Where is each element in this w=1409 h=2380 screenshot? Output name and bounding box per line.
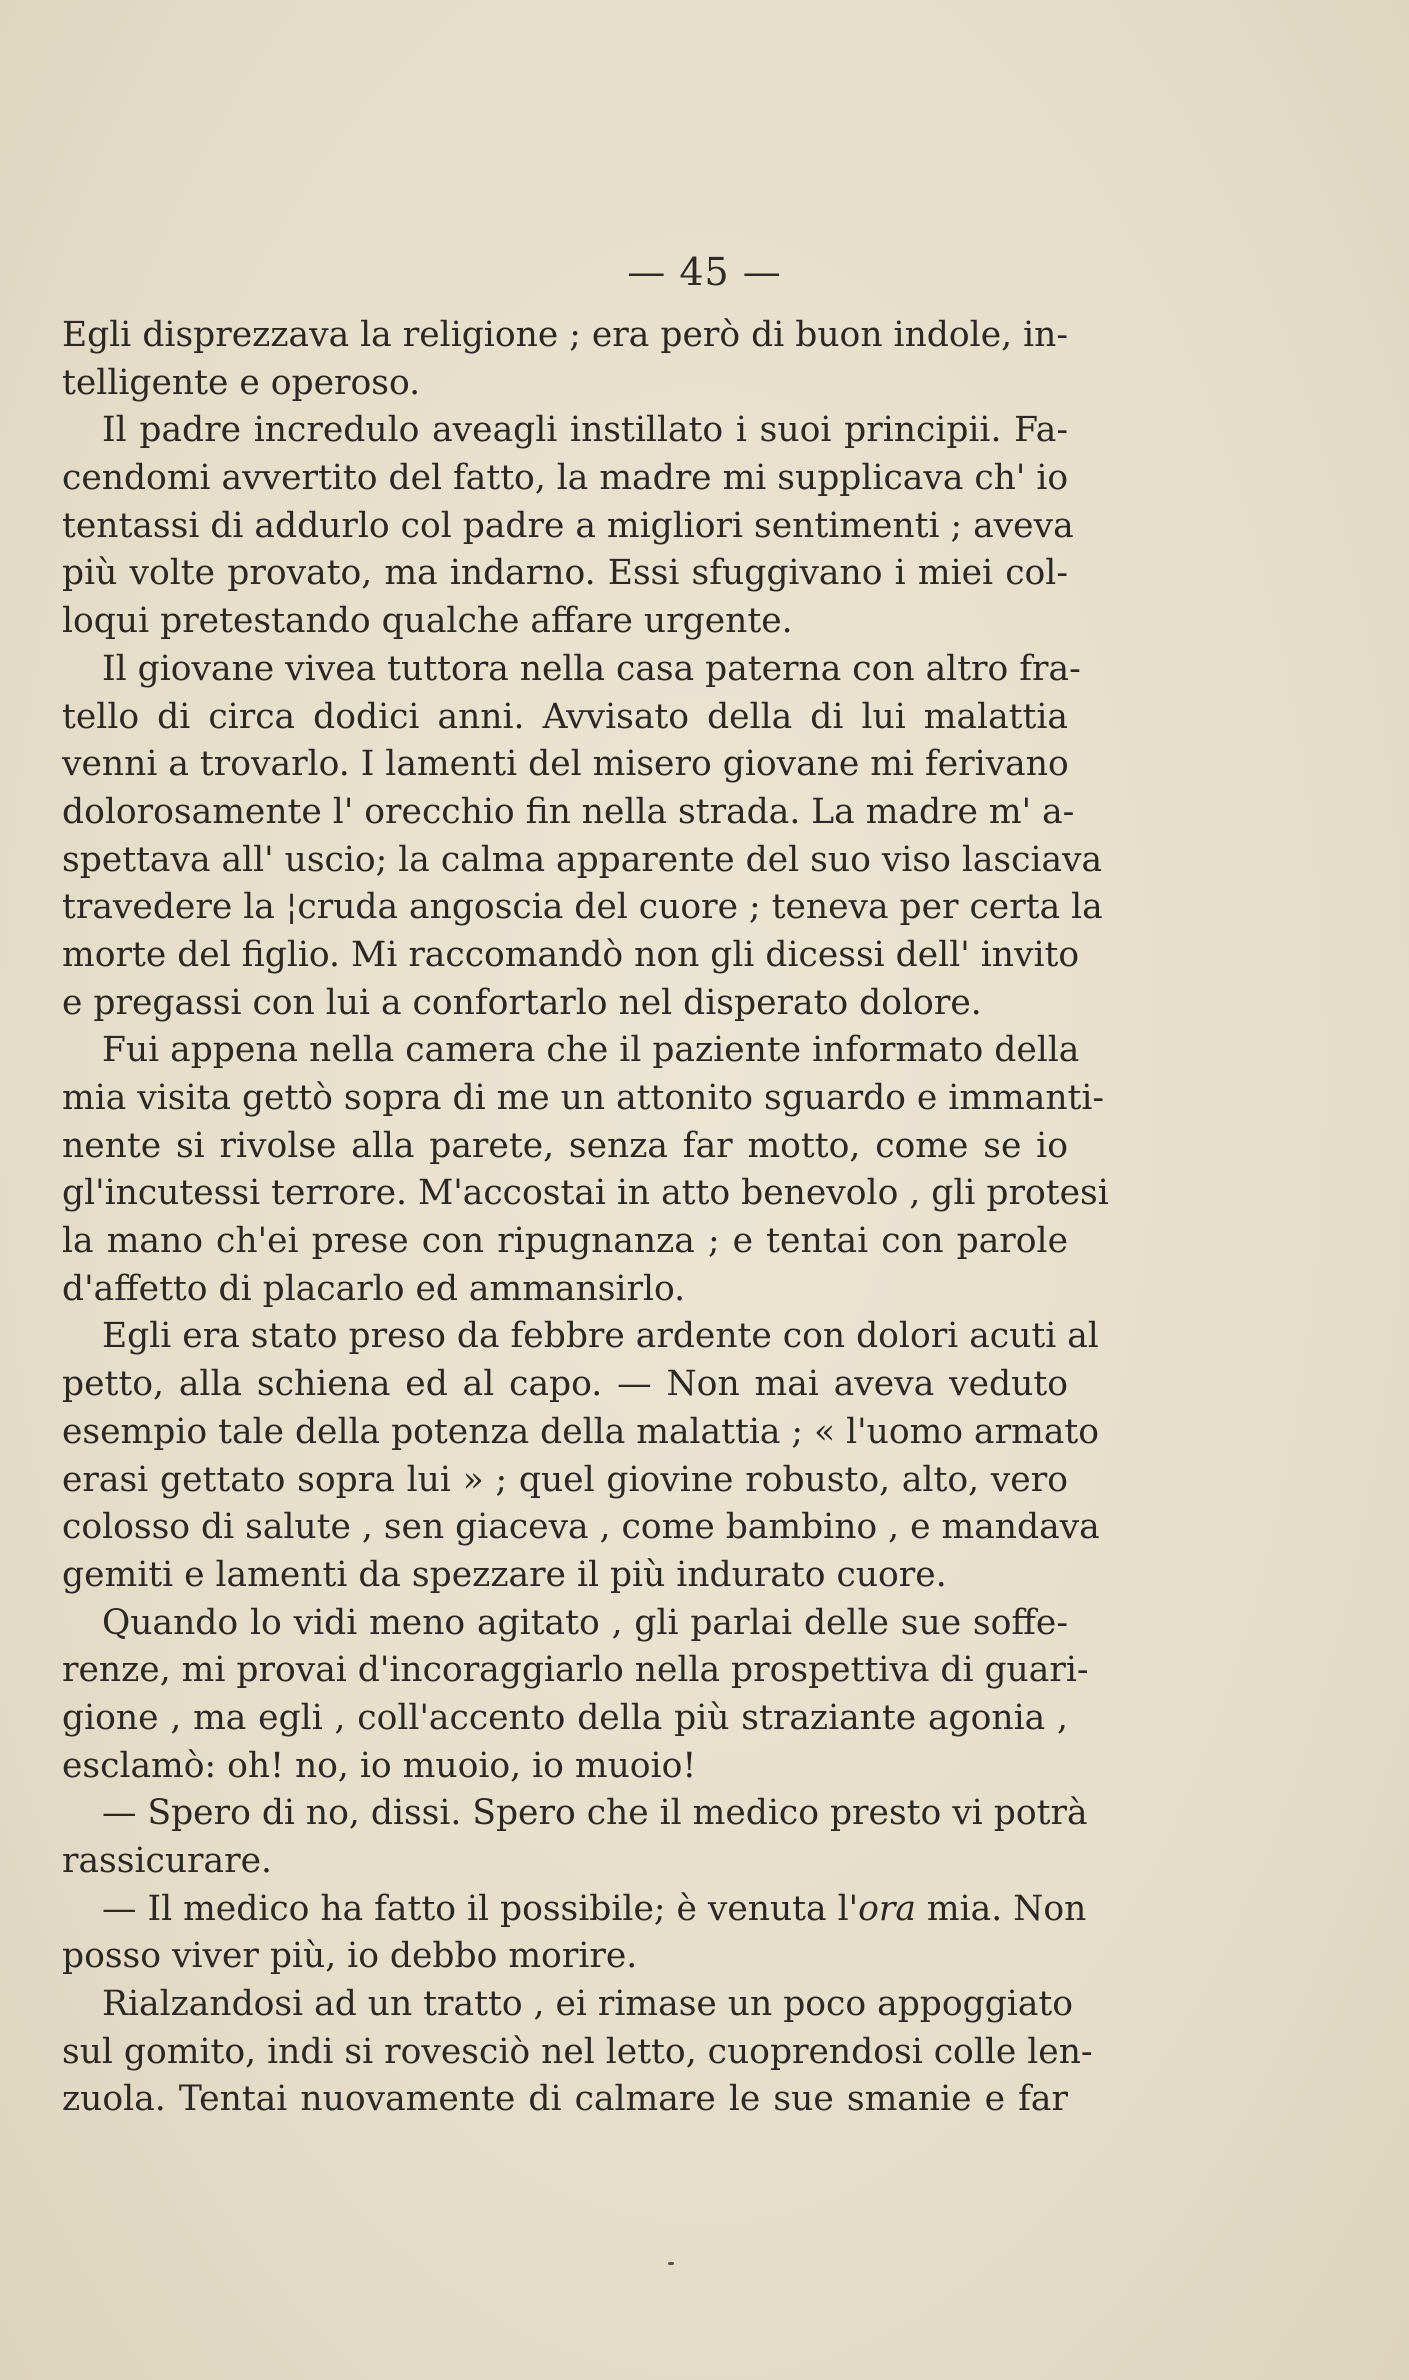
text-line: loqui pretestando qualche affare urgente. bbox=[62, 601, 793, 642]
text-line: morte del figlio. Mi raccomandò non gli dicessi dell' invito bbox=[62, 934, 1080, 975]
text-line: Egli disprezzava la religione ; era però di buon indole, in- bbox=[62, 315, 1068, 355]
text-line: renze, mi provai d'incoraggiarlo nella prospettiva di guari- bbox=[62, 1650, 1089, 1691]
text-line: Il giovane vivea tuttora nella casa paterna con altro fra- bbox=[102, 648, 1081, 689]
body-text bbox=[62, 312, 1109, 2124]
text-line: esempio tale della potenza della malattia ; « l'uomo armato bbox=[62, 1411, 1100, 1452]
text-line: più volte provato, ma indarno. Essi sfuggivano i miei col- bbox=[62, 553, 1068, 594]
text-segment: — Il medico ha fatto il possibile; è venuta l' bbox=[102, 1888, 859, 1929]
text-line: gemiti e lamenti da spezzare il più indurato cuore. bbox=[62, 1554, 947, 1595]
text-line: telligente e operoso. bbox=[62, 362, 421, 403]
page-number: — 45 — bbox=[627, 250, 782, 294]
text-line: gl'incutessi terrore. M'accostai in atto benevolo , gli protesi bbox=[62, 1173, 1109, 1214]
italic-word: ora bbox=[858, 1888, 916, 1929]
text-line: e pregassi con lui a confortarlo nel disperato dolore. bbox=[62, 982, 982, 1023]
text-line: la mano ch'ei prese con ripugnanza ; e tentai con parole bbox=[62, 1221, 1068, 1262]
text-line: Quando lo vidi meno agitato , gli parlai delle sue soffe- bbox=[102, 1602, 1068, 1643]
text-line: tentassi di addurlo col padre a migliori sentimenti ; aveva bbox=[62, 505, 1074, 546]
text-line: gione , ma egli , coll'accento della più straziante agonia , bbox=[62, 1697, 1068, 1738]
text-line: venni a trovarlo. I lamenti del misero giovane mi ferivano bbox=[62, 744, 1069, 785]
text-line: esclamò: oh! no, io muoio, io muoio! bbox=[62, 1745, 697, 1786]
text-line: rassicurare. bbox=[62, 1841, 272, 1881]
text-line: Il padre incredulo aveagli instillato i suoi principii. Fa- bbox=[102, 410, 1068, 451]
text-line: dolorosamente l' orecchio fin nella strada. La madre m' a- bbox=[62, 791, 1075, 832]
text-segment: mia. Non bbox=[915, 1888, 1087, 1929]
text-line: travedere la ¦cruda angoscia del cuore ; teneva per certa la bbox=[62, 887, 1103, 928]
text-line: zuola. Tentai nuovamente di calmare le sue smanie e far bbox=[62, 2079, 1068, 2120]
text-line: posso viver più, io debbo morire. bbox=[62, 1936, 638, 1977]
text-line: — Spero di no, dissi. Spero che il medico presto vi potrà bbox=[102, 1793, 1088, 1834]
text-line: petto, alla schiena ed al capo. — Non mai aveva veduto bbox=[62, 1364, 1068, 1405]
text-line: nente si rivolse alla parete, senza far motto, come se io bbox=[62, 1125, 1068, 1166]
text-line bbox=[62, 1886, 1087, 1934]
text-line: erasi gettato sopra lui » ; quel giovine robusto, alto, vero bbox=[62, 1459, 1068, 1500]
text-line: tello di circa dodici anni. Avvisato della di lui malattia bbox=[62, 696, 1068, 737]
text-line: Rialzandosi ad un tratto , ei rimase un poco appoggiato bbox=[102, 1984, 1074, 2025]
text-line: Fui appena nella camera che il paziente informato della bbox=[102, 1030, 1080, 1071]
text-line: colosso di salute , sen giaceva , come bambino , e mandava bbox=[62, 1507, 1100, 1548]
text-line: mia visita gettò sopra di me un attonito sguardo e immanti- bbox=[62, 1078, 1105, 1118]
ink-speck bbox=[668, 2262, 674, 2265]
text-line: sul gomito, indi si rovesciò nel letto, cuoprendosi colle len- bbox=[62, 2031, 1093, 2072]
text-line: d'affetto di placarlo ed ammansirlo. bbox=[62, 1268, 686, 1309]
text-line: spettava all' uscio; la calma apparente del suo viso lasciava bbox=[62, 839, 1103, 880]
text-line: Egli era stato preso da febbre ardente con dolori acuti al bbox=[102, 1316, 1099, 1357]
text-line: cendomi avvertito del fatto, la madre mi supplicava ch' io bbox=[62, 458, 1069, 499]
